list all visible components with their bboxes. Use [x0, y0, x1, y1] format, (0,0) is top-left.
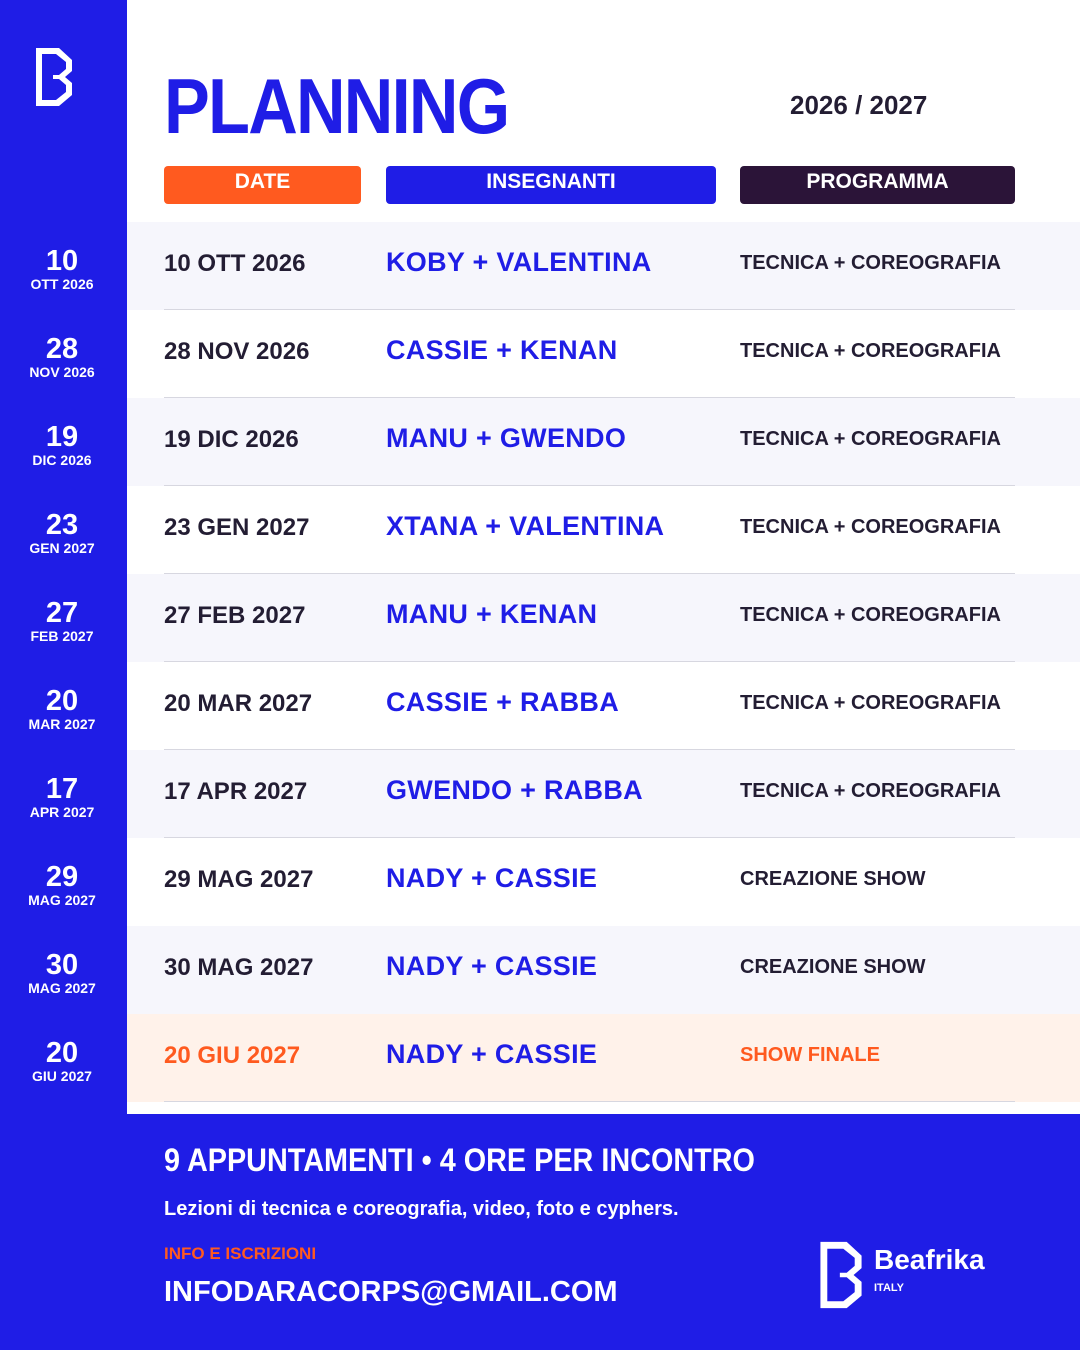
- table-row: [127, 486, 1080, 574]
- row-teachers: XTANA + VALENTINA: [386, 511, 665, 541]
- footer-headline: 9 APPUNTAMENTI • 4 ORE PER INCONTRO: [164, 1142, 755, 1178]
- info-label: INFO E ISCRIZIONI: [164, 1244, 317, 1263]
- row-program: SHOW FINALE: [740, 1044, 880, 1066]
- sidebar-day: 19: [45, 421, 79, 453]
- row-teachers: MANU + KENAN: [386, 599, 598, 629]
- table-row: [127, 662, 1080, 750]
- brand-name: Beafrika: [874, 1244, 985, 1275]
- table-row: [127, 750, 1080, 838]
- sidebar-date-7: [0, 750, 124, 838]
- sidebar-date-1: [0, 222, 124, 310]
- sidebar-month-year: MAG 2027: [28, 892, 96, 908]
- b-logo-icon: [33, 45, 75, 109]
- table-row: [127, 222, 1080, 310]
- sidebar-day: 10: [45, 245, 79, 277]
- season-year: 2026 / 2027: [790, 90, 928, 120]
- sidebar-date-6: [0, 662, 124, 750]
- sidebar-date-3: [0, 398, 124, 486]
- contact-email[interactable]: INFODARACORPS@GMAIL.COM: [164, 1276, 618, 1308]
- sidebar-day: 20: [45, 685, 79, 717]
- row-teachers: KOBY + VALENTINA: [386, 247, 652, 277]
- row-teachers: GWENDO + RABBA: [386, 775, 643, 805]
- row-date: 19 DIC 2026: [164, 426, 299, 453]
- column-header-date: DATE: [164, 166, 361, 204]
- page-title: PLANNING: [164, 62, 509, 150]
- table-row-final: [127, 1014, 1080, 1102]
- row-date: 30 MAG 2027: [164, 954, 314, 981]
- row-teachers: CASSIE + KENAN: [386, 335, 618, 365]
- sidebar-day: 30: [45, 949, 79, 981]
- row-teachers: CASSIE + RABBA: [386, 687, 619, 717]
- sidebar-month-year: DIC 2026: [32, 452, 92, 468]
- footer-description: Lezioni di tecnica e coreografia, video, foto e cyphers.: [164, 1198, 679, 1220]
- row-date: 10 OTT 2026: [164, 250, 306, 277]
- row-teachers: MANU + GWENDO: [386, 423, 627, 453]
- sidebar-day: 28: [45, 333, 79, 365]
- sidebar-date-2: [0, 310, 124, 398]
- sidebar-month-year: NOV 2026: [29, 364, 95, 380]
- b-logo-icon: [817, 1238, 865, 1312]
- row-teachers: NADY + CASSIE: [386, 1039, 598, 1069]
- sidebar-month-year: GEN 2027: [29, 540, 95, 556]
- row-date: 29 MAG 2027: [164, 866, 314, 893]
- sidebar-date-9: [0, 926, 124, 1014]
- row-teachers: NADY + CASSIE: [386, 951, 598, 981]
- column-header-teachers: INSEGNANTI: [386, 166, 716, 204]
- row-program: TECNICA + COREOGRAFIA: [740, 780, 1001, 802]
- row-program: CREAZIONE SHOW: [740, 868, 926, 890]
- sidebar-day: 27: [45, 597, 79, 629]
- sidebar-date-5: [0, 574, 124, 662]
- column-header-program: PROGRAMMA: [740, 166, 1015, 204]
- row-date: 27 FEB 2027: [164, 602, 306, 629]
- sidebar-month-year: APR 2027: [29, 804, 95, 820]
- sidebar-month-year: FEB 2027: [30, 628, 94, 644]
- row-program: TECNICA + COREOGRAFIA: [740, 516, 1001, 538]
- row-date: 17 APR 2027: [164, 778, 308, 805]
- row-date: 23 GEN 2027: [164, 514, 310, 541]
- row-date: 20 GIU 2027: [164, 1042, 301, 1069]
- sidebar-month-year: MAR 2027: [28, 716, 96, 732]
- sidebar-month-year: OTT 2026: [30, 276, 94, 292]
- sidebar-day: 23: [45, 509, 79, 541]
- table-row: [127, 926, 1080, 1014]
- table-row: [127, 310, 1080, 398]
- sidebar-date-4: [0, 486, 124, 574]
- table-row: [127, 838, 1080, 926]
- row-program: TECNICA + COREOGRAFIA: [740, 252, 1001, 274]
- table-row: [127, 398, 1080, 486]
- table-row: [127, 574, 1080, 662]
- row-program: TECNICA + COREOGRAFIA: [740, 340, 1001, 362]
- sidebar: [0, 0, 127, 1350]
- row-date: 28 NOV 2026: [164, 338, 310, 365]
- sidebar-month-year: MAG 2027: [28, 980, 96, 996]
- footer: [127, 1114, 1080, 1350]
- row-program: TECNICA + COREOGRAFIA: [740, 428, 1001, 450]
- row-program: TECNICA + COREOGRAFIA: [740, 692, 1001, 714]
- row-date: 20 MAR 2027: [164, 690, 313, 717]
- sidebar-day: 17: [45, 773, 79, 805]
- row-program: CREAZIONE SHOW: [740, 956, 926, 978]
- brand-sub: ITALY: [874, 1282, 904, 1294]
- sidebar-day: 20: [45, 1037, 79, 1069]
- sidebar-date-10: [0, 1014, 124, 1102]
- sidebar-day: 29: [45, 861, 79, 893]
- row-divider: [164, 1101, 1015, 1102]
- row-teachers: NADY + CASSIE: [386, 863, 598, 893]
- sidebar-date-8: [0, 838, 124, 926]
- row-program: TECNICA + COREOGRAFIA: [740, 604, 1001, 626]
- sidebar-month-year: GIU 2027: [32, 1068, 92, 1084]
